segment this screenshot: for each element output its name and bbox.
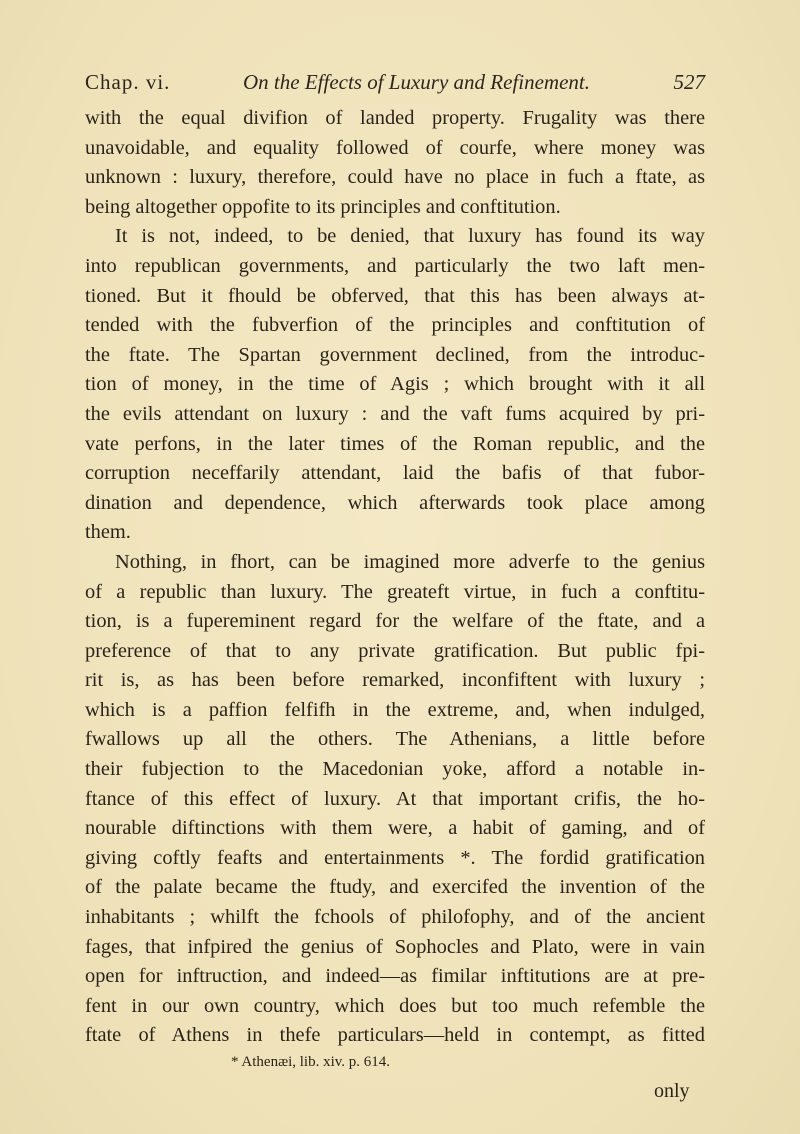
text-line: vate perfons, in the later times of the Roman republic, and the — [85, 432, 705, 455]
running-header — [85, 70, 705, 100]
page-number: 527 — [673, 70, 705, 94]
text-line: them. — [85, 521, 131, 544]
text-line: into republican governments, and particularly the two laft men- — [85, 254, 705, 277]
text-line: corruption neceffarily attendant, laid the bafis of that fubor- — [85, 462, 705, 485]
text-line: fent in our own country, which does but too much refemble the — [85, 994, 705, 1017]
body-text — [85, 104, 705, 1051]
text-line: giving coftly feafts and entertainments *. The fordid gratification — [85, 846, 705, 869]
text-line: tion, is a fupereminent regard for the welfare of the ftate, and a — [85, 610, 705, 633]
text-line: of a republic than luxury. The greateft virtue, in fuch a conftitu- — [85, 580, 705, 603]
running-title: On the Effects of Luxury and Refinement. — [243, 70, 591, 94]
text-line: Nothing, in fhort, can be imagined more adverfe to the genius — [115, 550, 705, 573]
text-line: It is not, indeed, to be denied, that luxury has found its way — [115, 225, 705, 248]
text-line: open for inftruction, and indeed—as fimilar inftitutions are at pre- — [85, 965, 705, 988]
text-line: preference of that to any private gratification. But public fpi- — [85, 639, 705, 662]
text-line: ftate of Athens in thefe particulars—held in contempt, as fitted — [85, 1024, 705, 1047]
text-line: which is a paffion felfifh in the extreme, and, when indulged, — [85, 698, 705, 721]
text-line: rit is, as has been before remarked, inconfiftent with luxury ; — [85, 669, 705, 692]
text-line: inhabitants ; whilft the fchools of philofophy, and of the ancient — [85, 906, 705, 929]
text-line: unavoidable, and equality followed of courfe, where money was — [85, 136, 705, 159]
text-line: tion of money, in the time of Agis ; which brought with it all — [85, 373, 705, 396]
chapter-label: Chap. vi. — [85, 70, 171, 94]
footnote: * Athenæi, lib. xiv. p. 614. — [231, 1054, 391, 1070]
text-line: fages, that infpired the genius of Sophocles and Plato, were in vain — [85, 935, 705, 958]
text-line: their fubjection to the Macedonian yoke, afford a notable in- — [85, 758, 705, 781]
text-line: the evils attendant on luxury : and the vaft fums acquired by pri- — [85, 402, 705, 425]
text-line: of the palate became the ftudy, and exercifed the invention of the — [85, 876, 705, 899]
text-line: ftance of this effect of luxury. At that important crifis, the ho- — [85, 787, 705, 810]
text-line: tended with the fubverfion of the principles and conftitution of — [85, 314, 705, 337]
text-line: unknown : luxury, therefore, could have no place in fuch a ftate, as — [85, 166, 705, 189]
text-line: dination and dependence, which afterwards took place among — [85, 491, 705, 514]
text-line: being altogether oppofite to its principles and conftitution. — [85, 195, 561, 218]
text-line: fwallows up all the others. The Athenians, a little before — [85, 728, 705, 751]
text-line: the ftate. The Spartan government declined, from the introduc- — [85, 343, 705, 366]
text-line: tioned. But it fhould be obferved, that this has been always at- — [85, 284, 705, 307]
catchword: only — [654, 1080, 690, 1102]
text-line: nourable diftinctions with them were, a habit of gaming, and of — [85, 817, 705, 840]
text-line: with the equal divifion of landed property. Frugality was there — [85, 107, 705, 129]
